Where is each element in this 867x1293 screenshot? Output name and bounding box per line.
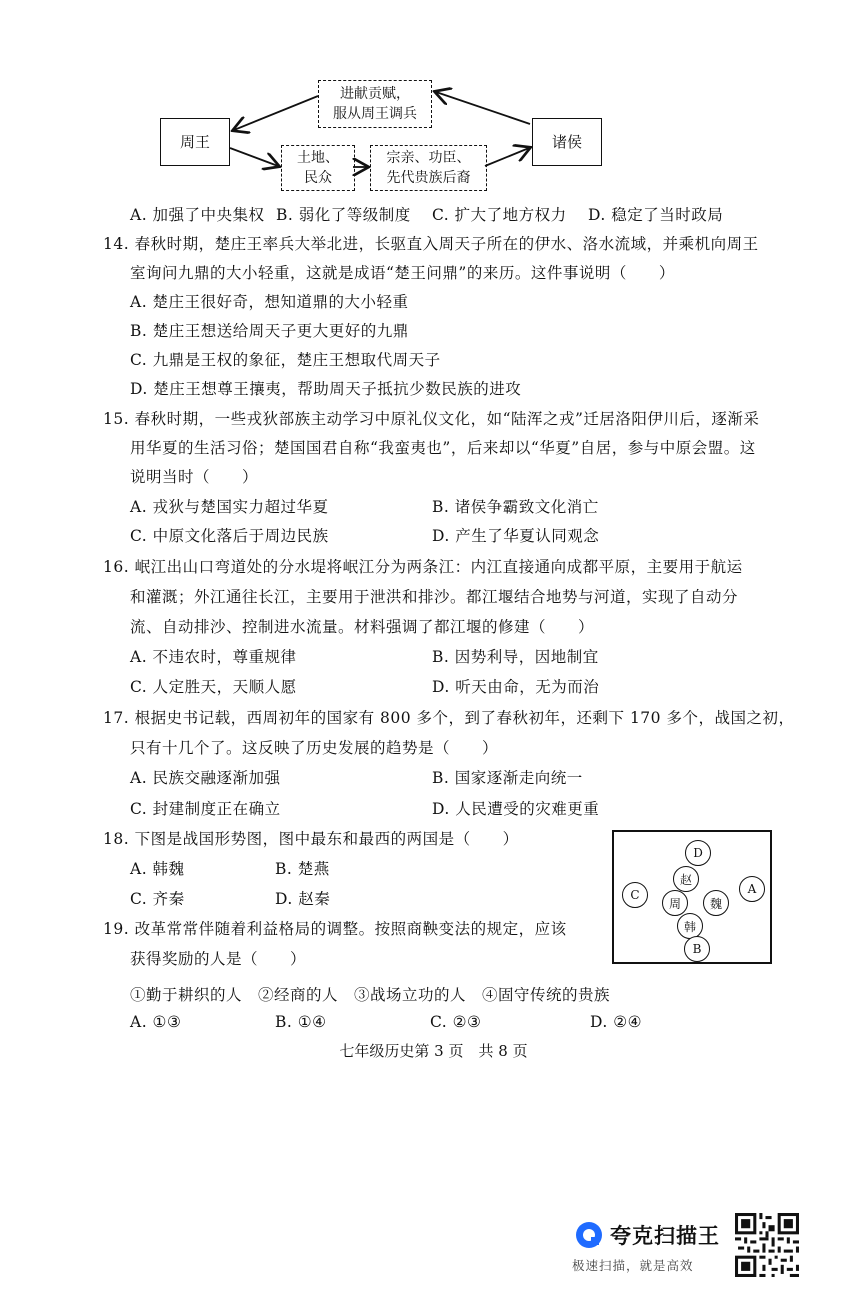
q17-option-a: A. 民族交融逐渐加强: [130, 769, 281, 787]
map-state-han: 韩: [677, 913, 703, 939]
q18-stem: 18. 下图是战国形势图，图中最东和最西的两国是（ ）: [103, 830, 519, 848]
map-state-a: A: [739, 876, 765, 902]
map-state-zhou: 周: [662, 890, 688, 916]
q13-option-d: D. 稳定了当时政局: [588, 206, 724, 224]
q15-stem-line3: 说明当时（ ）: [130, 468, 259, 486]
diagram-box-line: 宗亲、功臣、: [386, 150, 471, 166]
q18-option-c: C. 齐秦: [130, 890, 185, 908]
q16-option-d: D. 听天由命，无为而治: [432, 678, 600, 696]
diagram-box-line: 民众: [304, 170, 332, 186]
q16-option-c: C. 人定胜天，天顺人愿: [130, 678, 297, 696]
diagram-box-line: 进献贡赋，: [340, 86, 410, 102]
q13-option-b: B. 弱化了等级制度: [276, 206, 411, 224]
q15-stem-line1: 15. 春秋时期，一些戎狄部族主动学习中原礼仪文化，如“陆浑之戎”迁居洛阳伊川后，逐渐采: [103, 410, 760, 428]
q19-option-a: A. ①③: [130, 1013, 182, 1031]
q18-option-a: A. 韩魏: [130, 860, 185, 878]
arrow-king-to-land: [230, 148, 278, 166]
diagram-box-line: 土地、: [297, 150, 339, 166]
diagram-box-line: 先代贵族后裔: [386, 170, 471, 186]
watermark-brand-name: 夸克扫描王: [610, 1224, 720, 1248]
q16-option-a: A. 不违农时，尊重规律: [130, 648, 297, 666]
q14-option-c: C. 九鼎是王权的象征，楚庄王想取代周天子: [130, 351, 441, 369]
q19-stem-line1: 19. 改革常常伴随着利益格局的调整。按照商鞅变法的规定，应该: [103, 920, 567, 938]
quark-logo-icon: [574, 1220, 604, 1250]
q15-stem-line2: 用华夏的生活习俗；楚国国君自称“我蛮夷也”，后来却以“华夏”自居，参与中原会盟。这: [130, 439, 756, 457]
q13-option-a: A. 加强了中央集权: [130, 206, 265, 224]
page-footer: 七年级历史第 3 页 共 8 页: [339, 1042, 528, 1060]
qr-code-icon: [735, 1213, 799, 1277]
q17-option-b: B. 国家逐渐走向统一: [432, 769, 583, 787]
map-state-b: B: [684, 936, 710, 962]
scanner-watermark: [570, 1218, 735, 1278]
diagram-box-line: 服从周王调兵: [333, 106, 417, 122]
watermark-slogan: 极速扫描，就是高效: [572, 1258, 694, 1273]
q16-stem-line3: 流、自动排沙、控制进水流量。材料强调了都江堰的修建（ ）: [130, 618, 595, 636]
q16-option-b: B. 因势利导，因地制宜: [432, 648, 599, 666]
q18-option-b: B. 楚燕: [275, 860, 330, 878]
diagram-node-label: 周王: [179, 133, 210, 151]
q19-option-b: B. ①④: [275, 1013, 327, 1031]
q19-items: ①勤于耕织的人 ②经商的人 ③战场立功的人 ④固守传统的贵族: [130, 986, 611, 1004]
q15-option-b: B. 诸侯争霸致文化消亡: [432, 498, 599, 516]
map-state-zhao: 赵: [673, 866, 699, 892]
q14-stem-line1: 14. 春秋时期，楚庄王率兵大举北进，长驱直入周天子所在的伊水、洛水流域，并乘机向周王: [103, 235, 759, 253]
q16-stem-line2: 和灌溉；外江通往长江，主要用于泄洪和排沙。都江堰结合地势与河道，实现了自动分: [130, 588, 739, 606]
q14-option-b: B. 楚庄王想送给周天子更大更好的九鼎: [130, 322, 409, 340]
q14-option-a: A. 楚庄王很好奇，想知道鼎的大小轻重: [130, 293, 409, 311]
map-state-c: C: [622, 882, 648, 908]
arrow-vassal-to-tribute: [436, 92, 530, 124]
q19-option-c: C. ②③: [430, 1013, 482, 1031]
q17-stem-line2: 只有十几个了。这反映了历史发展的趋势是（ ）: [130, 739, 499, 757]
warring-states-map: [612, 830, 772, 964]
q16-stem-line1: 16. 岷江出山口弯道处的分水堤将岷江分为两条江：内江直接通向成都平原，主要用于航运: [103, 558, 743, 576]
q18-option-d: D. 赵秦: [275, 890, 331, 908]
q19-option-d: D. ②④: [590, 1013, 643, 1031]
q17-stem-line1: 17. 根据史书记载，西周初年的国家有 800 多个，到了春秋初年，还剩下 170 多个，战国之初，: [103, 709, 795, 727]
q17-option-d: D. 人民遭受的灾难更重: [432, 800, 600, 818]
q13-option-c: C. 扩大了地方权力: [432, 206, 567, 224]
diagram-arrows: [0, 0, 867, 230]
arrow-tribute-to-king: [234, 96, 318, 130]
arrow-kin-to-vassal: [485, 148, 529, 166]
q14-option-d: D. 楚庄王想尊王攘夷，帮助周天子抵抗少数民族的进攻: [130, 380, 522, 398]
q15-option-d: D. 产生了华夏认同观念: [432, 527, 600, 545]
map-state-wei: 魏: [703, 890, 729, 916]
q15-option-c: C. 中原文化落后于周边民族: [130, 527, 329, 545]
diagram-node-label: 诸侯: [551, 133, 582, 151]
q17-option-c: C. 封建制度正在确立: [130, 800, 281, 818]
q19-stem-line2: 获得奖励的人是（ ）: [130, 950, 307, 968]
map-state-d: D: [685, 840, 711, 866]
q15-option-a: A. 戎狄与楚国实力超过华夏: [130, 498, 329, 516]
q14-stem-line2: 室询问九鼎的大小轻重，这就是成语“楚王问鼎”的来历。这件事说明（ ）: [130, 264, 675, 282]
